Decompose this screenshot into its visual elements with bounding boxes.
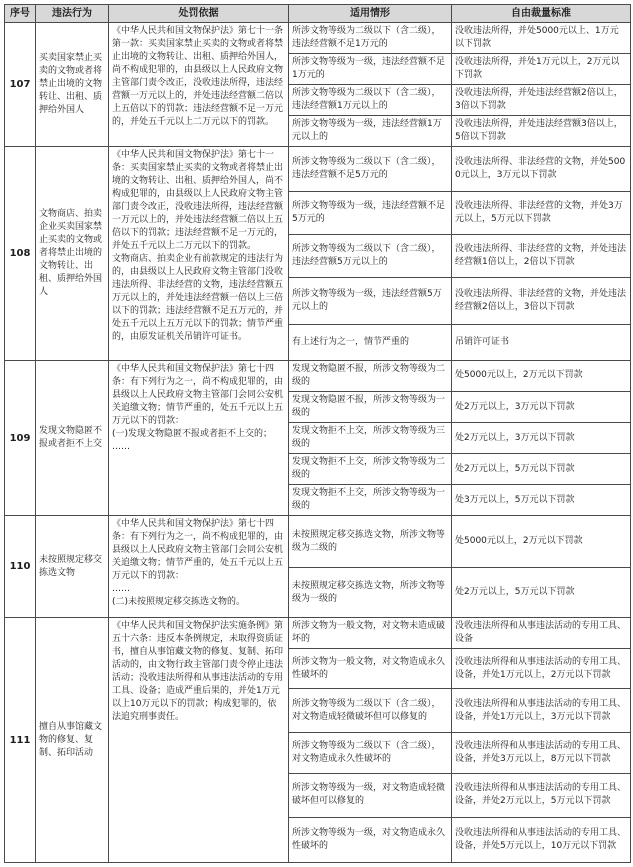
standard-cell: 没收违法所得和从事违法活动的专用工具、设备，并处5万元以上，10万元以下罚款 (452, 817, 631, 862)
violation-cell: 买卖国家禁止买卖的文物或者将禁止出境的文物转让、出租、质押给外国人 (36, 23, 109, 147)
column-header-legal-basis: 处罚依据 (109, 5, 289, 23)
legal-basis-text: 《中华人民共和国文物保护法》第七十四条：有下列行为之一，尚不构成犯罪的，由县级以上人民政府文物主管部门会同公安机关追缴文物；情节严重的，处五千元以上五万元以下的罚款： …… (二)未按照规定移交拣选文物的。 (112, 519, 284, 608)
situation-cell: 所涉文物等级为一级，违法经营额不足5万元的 (289, 192, 452, 234)
standard-cell: 处2万元以上，3万元以下罚款 (452, 392, 631, 423)
row-number: 108 (5, 147, 36, 360)
situation-cell: 所涉文物等级为二级以下（含二级），违法经营额不足5万元的 (289, 147, 452, 192)
row-number: 109 (5, 360, 36, 516)
standard-cell: 没收违法所得和从事违法活动的专用工具、设备，并处1万元以上，2万元以下罚款 (452, 649, 631, 689)
violation-cell: 擅自从事馆藏文物的修复、复制、拓印活动 (36, 618, 109, 863)
column-header-violation: 违法行为 (36, 5, 109, 23)
standard-cell: 没收违法所得和从事违法活动的专用工具、设备，并处2万元以上，5万元以下罚款 (452, 773, 631, 817)
situation-cell: 未按照规定移交拣选文物，所涉文物等级为一级的 (289, 568, 452, 618)
standard-cell: 没收违法所得、非法经营的文物，并处3万元以上，5万元以下罚款 (452, 192, 631, 234)
penalty-standards-sheet (4, 4, 630, 863)
table-body (5, 23, 631, 863)
situation-cell: 所涉文物等级为一级，违法经营额1万元以上的 (289, 116, 452, 147)
violation-cell: 文物商店、拍卖企业买卖国家禁止买卖的文物或者将禁止出境的文物转让、出租、质押给外国人 (36, 147, 109, 360)
situation-cell: 所涉文物等级为二级以下（含二级），对文物造成永久性破坏的 (289, 733, 452, 774)
row-number: 111 (5, 618, 36, 863)
standard-cell: 处3万元以上，5万元以下罚款 (452, 485, 631, 516)
standard-cell: 没收违法所得和从事违法活动的专用工具、设备，并处3万元以上，8万元以下罚款 (452, 733, 631, 774)
column-header-situation: 适用情形 (289, 5, 452, 23)
situation-cell: 有上述行为之一，情节严重的 (289, 325, 452, 361)
standard-cell: 处5000元以上，2万元以下罚款 (452, 516, 631, 568)
column-header-number: 序号 (5, 5, 36, 23)
situation-cell: 所涉文物等级为一级，对文物造成永久性破坏的 (289, 817, 452, 862)
standard-cell: 没收违法所得，并处5000元以上、1万元以下罚款 (452, 23, 631, 54)
standard-cell: 没收违法所得，并处违法经营额3倍以上，5倍以下罚款 (452, 116, 631, 147)
legal-basis-cell (109, 23, 289, 147)
standard-cell: 没收违法所得和从事违法活动的专用工具、设备，并处1万元以上，3万元以下罚款 (452, 689, 631, 733)
legal-basis-cell (109, 360, 289, 516)
standard-cell: 处5000元以上，2万元以下罚款 (452, 360, 631, 391)
violation-cell: 发现文物隐匿不报或者拒不上交 (36, 360, 109, 516)
table-row (5, 618, 631, 649)
standard-cell: 没收违法所得和从事违法活动的专用工具、设备 (452, 618, 631, 649)
standard-cell: 吊销许可证书 (452, 325, 631, 361)
situation-cell: 发现文物拒不上交，所涉文物等级为三级的 (289, 423, 452, 454)
situation-cell: 所涉文物等级为一级，对文物造成轻微破坏但可以修复的 (289, 773, 452, 817)
situation-cell: 未按照规定移交拣选文物，所涉文物等级为二级的 (289, 516, 452, 568)
situation-cell: 所涉文物等级为一级，违法经营额不足1万元的 (289, 54, 452, 85)
legal-basis-cell (109, 147, 289, 360)
situation-cell: 发现文物隐匿不报，所涉文物等级为一级的 (289, 392, 452, 423)
row-number: 110 (5, 516, 36, 618)
violation-cell: 未按照规定移交拣选文物 (36, 516, 109, 618)
legal-basis-cell (109, 516, 289, 618)
situation-cell: 发现文物拒不上交，所涉文物等级为一级的 (289, 485, 452, 516)
row-number: 107 (5, 23, 36, 147)
situation-cell: 所涉文物等级为二级以下（含二级），对文物造成轻微破坏但可以修复的 (289, 689, 452, 733)
situation-cell: 所涉文物为一般文物，对文物造成永久性破坏的 (289, 649, 452, 689)
legal-basis-text: 《中华人民共和国文物保护法》第七十四条：有下列行为之一，尚不构成犯罪的，由县级以上人民政府文物主管部门会同公安机关追缴文物；情节严重的，处五千元以上五万元以下的罚款： (一)发现文物隐匿不报或者拒不上交的； …… (112, 363, 284, 452)
standard-cell: 处2万元以上，5万元以下罚款 (452, 454, 631, 485)
legal-basis-text: 《中华人民共和国文物保护法》第七十一条第一款：买卖国家禁止买卖的文物或者将禁止出境的文物转让、出租、质押给外国人，尚不构成犯罪的，由县级以上人民政府文物主管部门责令改正，没收违法所得，违法经营额一万元以上的，并处违法经营额二倍以上五倍以下的罚款；违法经营额不足一万元的，并处五千元以上二万元以下的罚款。 (112, 26, 284, 127)
table-row (5, 23, 631, 54)
penalty-standards-table (4, 4, 631, 863)
situation-cell: 发现文物隐匿不报，所涉文物等级为二级的 (289, 360, 452, 391)
standard-cell: 处2万元以上，3万元以下罚款 (452, 423, 631, 454)
legal-basis-text: 《中华人民共和国文物保护法实施条例》第五十六条：违反本条例规定，未取得资质证书，擅自从事馆藏文物的修复、复制、拓印活动的，由文物行政主管部门责令停止违法活动；没收违法所得和从事违法活动的专用工具、设备；造成严重后果的，并处1万元以上10万元以下的罚款；构成犯罪的，依法追究刑事责任。 (112, 621, 284, 723)
situation-cell: 所涉文物等级为一级，违法经营额5万元以上的 (289, 278, 452, 325)
standard-cell: 没收违法所得，并处违法经营额2倍以上，3倍以下罚款 (452, 85, 631, 116)
table-header-row (5, 5, 631, 23)
situation-cell: 所涉文物为一般文物，对文物未造成破坏的 (289, 618, 452, 649)
standard-cell: 没收违法所得、非法经营的文物，并处违法经营额1倍以上，2倍以下罚款 (452, 234, 631, 278)
standard-cell: 没收违法所得、非法经营的文物，并处5000元以上，3万元以下罚款 (452, 147, 631, 192)
table-row (5, 360, 631, 391)
legal-basis-text: 《中华人民共和国文物保护法》第七十一条：买卖国家禁止买卖的文物或者将禁止出境的文物转让、出租、质押给外国人，尚不构成犯罪的，由县级以上人民政府文物主管部门责令改正，没收违法所得，违法经营额一万元以上的，并处违法经营额二倍以上五倍以下的罚款；违法经营额不足一万元的，并处五千元以上二万元以下的罚款。 文物商店、拍卖企业有前款规定的违法行为的，由县级以上人民政府文物主管部门没收违法所得、非法经营的文物，违法经营额五万元以上的，并处违法经营额一倍以上三倍以下的罚款；违法经营额不足五万元的，并处五千元以上五万元以下的罚款；情节严重的，由原发证机关吊销许可证书。 (112, 150, 284, 343)
legal-basis-cell (109, 618, 289, 863)
situation-cell: 发现文物拒不上交，所涉文物等级为二级的 (289, 454, 452, 485)
standard-cell: 处2万元以上，5万元以下罚款 (452, 568, 631, 618)
standard-cell: 没收违法所得、非法经营的文物，并处违法经营额2倍以上，3倍以下罚款 (452, 278, 631, 325)
situation-cell: 所涉文物等级为二级以下（含二级），违法经营额1万元以上的 (289, 85, 452, 116)
situation-cell: 所涉文物等级为二级以下（含二级），违法经营额5万元以上的 (289, 234, 452, 278)
table-row (5, 516, 631, 568)
standard-cell: 没收违法所得，并处1万元以上，2万元以下罚款 (452, 54, 631, 85)
column-header-standard: 自由裁量标准 (452, 5, 631, 23)
situation-cell: 所涉文物等级为二级以下（含二级），违法经营额不足1万元的 (289, 23, 452, 54)
table-row (5, 147, 631, 192)
